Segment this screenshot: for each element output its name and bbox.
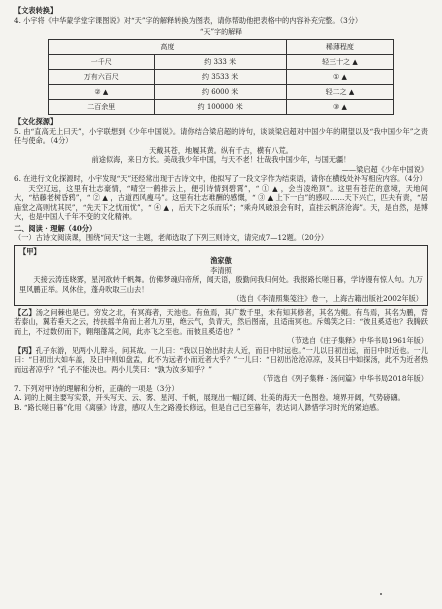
question-7: 7. 下列对甲诗的理解和分析，正确的一项是（3分） [14, 383, 179, 393]
section-heading: 【文表转换】 [14, 6, 58, 15]
paragraph-line: 的感叹……天下兴亡，匹夫有责，“居庙堂之高则忧其民”，“先天下之忧而忧”， [14, 193, 428, 212]
table-row [49, 55, 394, 70]
definition-table [48, 39, 394, 115]
passage-text: 孔子东游，见两小儿辩斗，问其故。一儿曰：“我以日始出时去人近，而日中时远也。”一儿以日初出远，而日中时近也。一儿曰：“日初出大如车盖，及日中则如盘盂，此不为远者小而近者大乎？”一儿曰：“日初出沧沧凉凉，及其日中如探汤，此不为近者热而远者凉乎？”孔子不能决也。两小儿笑曰：“孰为汝多知乎？” [14, 345, 428, 374]
table-cell: ② ▲ [49, 85, 155, 100]
table-cell: 约 3533 米 [154, 70, 286, 85]
subsection-intro: （一）古诗文阅读课，围绕“问天”这一主题，老师选取了下列三则诗文，请完成7—12题。（20分） [14, 233, 329, 243]
poem-source: ——梁启超《少年中国说》 [341, 164, 428, 174]
table-row [49, 70, 394, 85]
question-4: 4. 小宇将《中华蒙学堂字课图说》对“天”字的解释转换为图表，请你帮助他把表格中的内容补充完整。（3分） [14, 15, 363, 25]
section-heading: 【文化探源】 [14, 117, 58, 127]
passage-label: 【丙】 [14, 345, 36, 355]
table-title: “天”字的解释 [199, 28, 243, 36]
table-cell: 轻三十之 ▲ [286, 55, 393, 70]
passage-source: （选自《李清照集笺注》卷一，上海古籍出版社2002年版） [232, 294, 423, 304]
table-row [49, 100, 394, 115]
table-cell: 万有六百尺 [49, 70, 155, 85]
passage-text: 汤之问棘也是已。穷发之北，有冥海者，天池也。有鱼焉，其广数千里，未有知其修者，其名为鲲。有鸟焉，其名为鹏，背若泰山，翼若垂天之云，抟扶摇羊角而上者九万里，绝云气，负青天，然后图南，且适南冥也。斥鴳笑之曰：“彼且奚适也？我腾跃而上，不过数仞而下，翱翔蓬蒿之间，此亦飞之至也。而彼且奚适也？” [14, 307, 428, 336]
paragraph-line: 天，是自然，是博大，也是中国人千年不变的文化精神。 [14, 202, 428, 222]
poem-line: 天戴其苍，地履其黄。纵有千古，横有八荒。 [149, 145, 293, 155]
passage-jia [14, 245, 428, 306]
question-5: 5. 由“直高无上曰天”，小宇联想到《少年中国说》。请你结合梁启超的诗句，谈谈梁启超对中国少年的期望以及“我中国少年”之责任与使命。（4分） [14, 126, 428, 146]
section-heading: 二、阅读 · 理解（40分） [14, 223, 97, 233]
paragraph-line: “ ① ▲ ，会当凌绝顶”。这里有苍茫的意境，天地间大，“枯藤老树昏鸦”， [14, 183, 428, 203]
table-cell: 约 6000 米 [154, 85, 286, 100]
passage-yi [14, 308, 428, 337]
passage-label: 【乙】 [14, 307, 36, 317]
poem-author: 李清照 [210, 265, 232, 275]
poem-text: 天接云涛连晓雾，星河欲转千帆舞。仿佛梦魂归帝所，闻天语，殷勤问我归何处。我报路长嗟日暮，学诗谩有惊人句。九万里风鹏正举。风休住，蓬舟吹取三山去！ [19, 275, 423, 294]
scan-speck [380, 593, 382, 595]
poem-title: 渔家傲 [210, 256, 232, 266]
option-a: A. 词的上阕主要写实景，开头写天、云、雾、星河、千帆，展现出一幅辽阔、壮美的海天一色图卷。境界开阔，气势磅礴。 [14, 393, 405, 403]
fill-in-paragraph [14, 184, 428, 222]
table-cell: ③ ▲ [286, 100, 393, 115]
table-cell: 约 333 米 [154, 55, 286, 70]
table-header: 稀薄程度 [286, 40, 393, 55]
poem-line: 前途似海，来日方长。美哉我少年中国，与天不老！壮哉我中国少年，与国无疆！ [91, 155, 351, 165]
table-cell: 二百余里 [49, 100, 155, 115]
table-cell: 约 100000 米 [154, 100, 286, 115]
paragraph-line: “ ② ▲ ，古道西风瘦马”。这里有壮志难酬的感慨，“ ③ ▲ 上下一白” [86, 193, 309, 203]
table-header: 高度 [49, 40, 287, 55]
table-row [49, 85, 394, 100]
passage-bing [14, 346, 428, 375]
table-cell: 轻二之 ▲ [286, 85, 393, 100]
passage-source: （节选自《列子集释 · 汤问篇》中华书局2018年版） [259, 374, 428, 384]
paragraph-line: 天空辽远，这里有壮志豪情，“晴空一鹤排云上，便引诗情到碧霄”， [28, 183, 256, 193]
table-cell: ① ▲ [286, 70, 393, 85]
table-cell: 一千尺 [49, 55, 155, 70]
passage-source: （节选自《庄子集释》中华书局1961年版） [287, 336, 428, 346]
paragraph-line: “ ④ ▲ ，后天下之乐而乐”；“乘舟风破浪会有时，直挂云帆济沧海”。 [147, 202, 371, 212]
passage-label: 【甲】 [19, 246, 41, 256]
option-b: B. “路长嗟日暮”化用《离骚》诗意，感叹人生之路漫长修远，但是自己已至暮年，表达词人渺惜学习时光的紧迫感。 [14, 402, 384, 412]
question-6: 6. 在进行文化探源时，小宇发现“天”还经常出现于古诗文中，他拟写了一段文字作为结束语，请你在横线处补写相应内容。（4分） [14, 174, 427, 184]
